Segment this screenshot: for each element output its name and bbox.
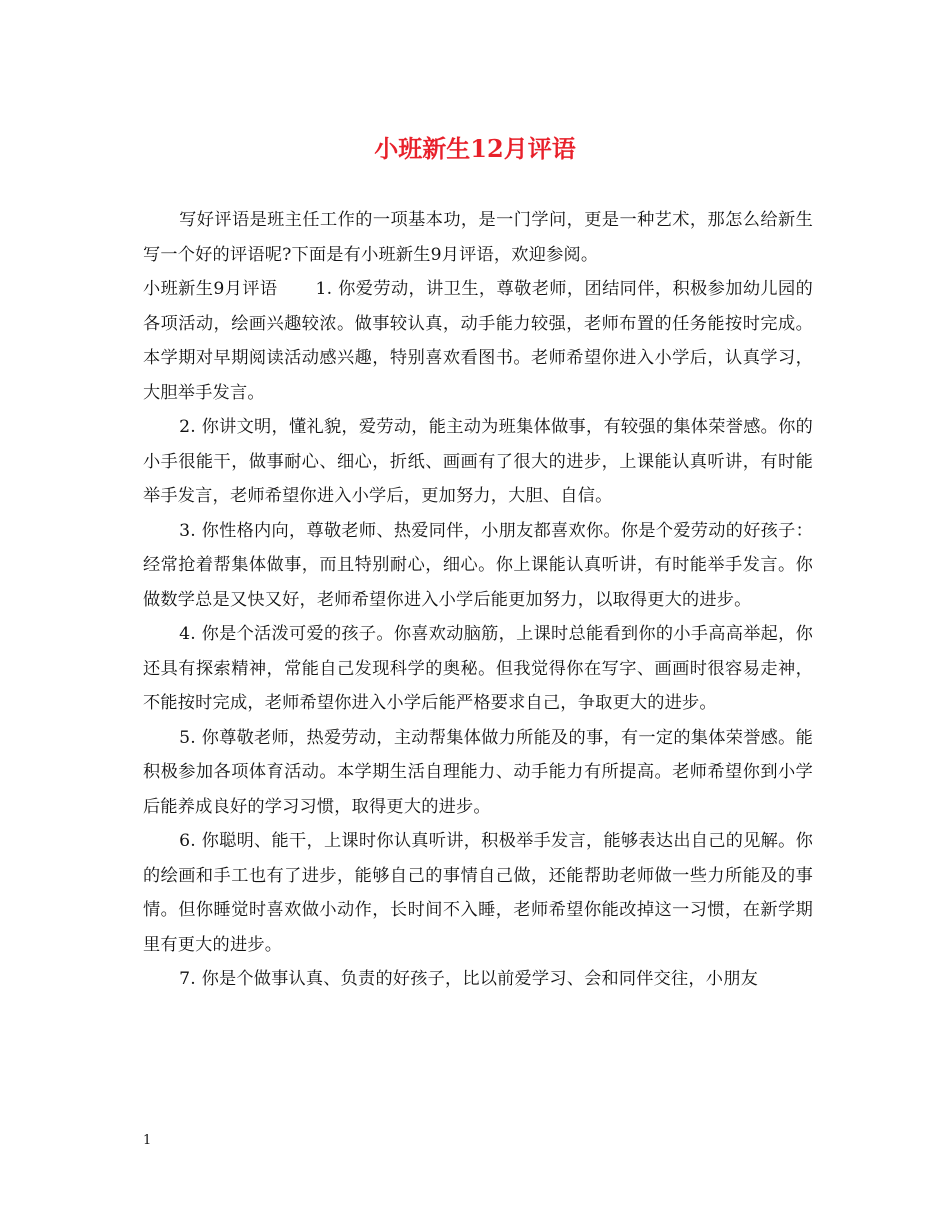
comment-item-1: 1. 你爱劳动，讲卫生，尊敬老师，团结同伴，积极参加幼儿园的各项活动，绘画兴趣较浓。做事较认真，动手能力较强，老师布置的任务能按时完成。本学期对早期阅读活动感兴趣，特别喜欢看图书。老师希望你进入小学后，认真学习，大胆举手发言。 <box>143 279 813 403</box>
comment-item-2: 2. 你讲文明，懂礼貌，爱劳动，能主动为班集体做事，有较强的集体荣誉感。你的小手很能干，做事耐心、细心，折纸、画画有了很大的进步，上课能认真听讲，有时能举手发言，老师希望你进入小学后，更加努力，大胆、自信。 <box>143 417 813 506</box>
intro-paragraph: 写好评语是班主任工作的一项基本功，是一门学问，更是一种艺术，那怎么给新生写一个好的评语呢?下面是有小班新生9月评语，欢迎参阅。 <box>143 210 813 265</box>
comment-item-4: 4. 你是个活泼可爱的孩子。你喜欢动脑筋，上课时总能看到你的小手高高举起，你还具有探索精神，常能自己发现科学的奥秘。但我觉得你在写字、画画时很容易走神，不能按时完成，老师希望你进入小学后能严格要求自己，争取更大的进步。 <box>143 624 813 713</box>
page-number: 1 <box>143 1133 152 1148</box>
document-body <box>143 203 813 997</box>
comment-item-5: 5. 你尊敬老师，热爱劳动，主动帮集体做力所能及的事，有一定的集体荣誉感。能积极参加各项体育活动。本学期生活自理能力、动手能力有所提高。老师希望你到小学后能养成良好的学习习惯，取得更大的进步。 <box>143 727 813 817</box>
comment-item-3: 3. 你性格内向，尊敬老师、热爱同伴，小朋友都喜欢你。你是个爱劳动的好孩子：经常抢着帮集体做事，而且特别耐心，细心。你上课能认真听讲，有时能举手发言。你做数学总是又快又好，老师希望你进入小学后能更加努力，以取得更大的进步。 <box>143 520 813 610</box>
comment-item-6: 6. 你聪明、能干，上课时你认真听讲，积极举手发言，能够表达出自己的见解。你的绘画和手工也有了进步，能够自己的事情自己做，还能帮助老师做一些力所能及的事情。但你睡觉时喜欢做小动作，长时间不入睡，老师希望你能改掉这一习惯，在新学期里有更大的进步。 <box>143 831 813 955</box>
comment-paragraph-1 <box>143 272 813 410</box>
section-heading: 小班新生9月评语 <box>143 279 278 299</box>
document-title: 小班新生12月评语 <box>374 134 576 163</box>
comment-item-7: 7. 你是个做事认真、负责的好孩子，比以前爱学习、会和同伴交往，小朋友 <box>179 969 758 989</box>
